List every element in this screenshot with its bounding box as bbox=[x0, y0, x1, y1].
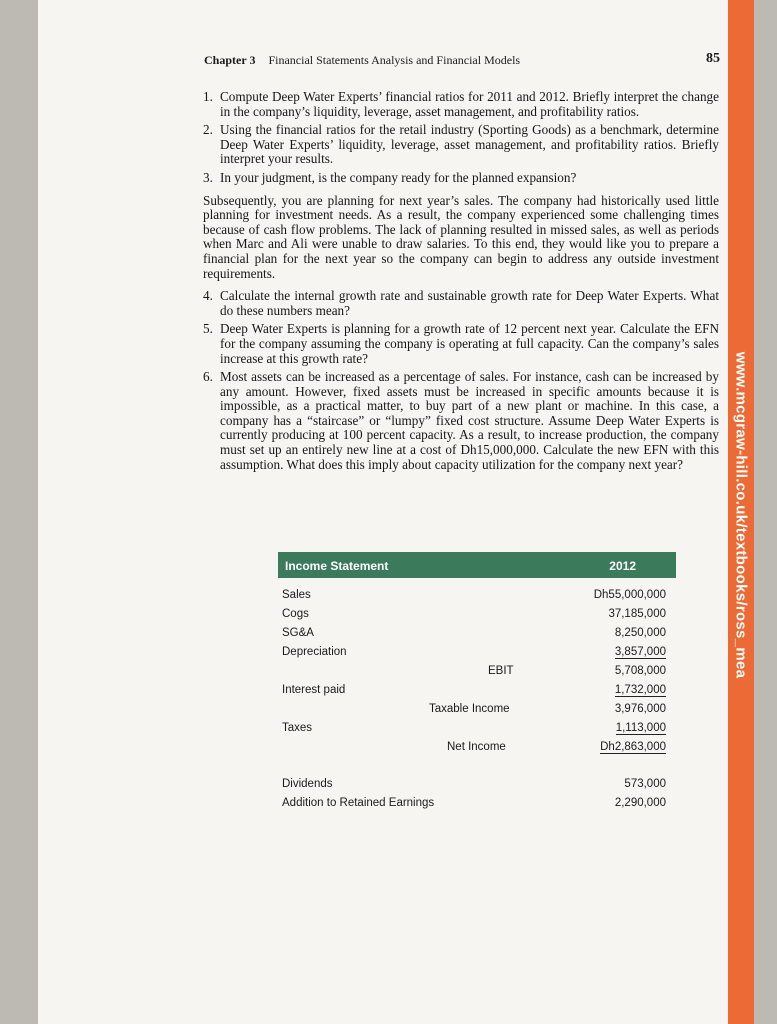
table-row: EBIT 5,708,000 bbox=[488, 665, 666, 677]
question-item: 4. Calculate the internal growth rate and sustainable growth rate for Deep Water Experts. What do these numbers mean? bbox=[203, 288, 719, 318]
question-item: 5. Deep Water Experts is planning for a growth rate of 12 percent next year. Calculate the EFN for the company assuming the company is operating at full capacity. Can the company’s sales increase at this growth rate? bbox=[203, 321, 719, 366]
table-row: Net Income Dh2,863,000 bbox=[447, 741, 666, 753]
table-row: Interest paid 1,732,000 bbox=[282, 684, 666, 696]
table-year: 2012 bbox=[609, 559, 636, 573]
body-paragraph: Subsequently, you are planning for next year’s sales. The company had historically used little planning for investment needs. As a result, the company experienced some challenging times because of cash flow problems. The lack of planning resulted in missed sales, as well as periods when Marc and Ali were unable to draw salaries. To this end, they would like you to prepare a financial plan for the next year so the company can begin to address any outside investment requirements. bbox=[203, 192, 719, 281]
page-header bbox=[204, 53, 720, 68]
table-header bbox=[278, 552, 676, 578]
side-url-text[interactable]: www.mcgraw-hill.co.uk/textbooks/ross_mea bbox=[732, 351, 750, 679]
income-statement-table bbox=[278, 552, 676, 813]
chapter-label: Chapter 3 bbox=[204, 53, 256, 67]
body-text bbox=[203, 90, 719, 476]
table-row: Cogs 37,185,000 bbox=[282, 608, 666, 620]
table-row: Dividends 573,000 bbox=[282, 778, 666, 790]
table-row: SG&A 8,250,000 bbox=[282, 627, 666, 639]
table-title: Income Statement bbox=[285, 559, 389, 573]
question-item: 3. In your judgment, is the company ready for the planned expansion? bbox=[203, 169, 577, 185]
question-item: 2. Using the financial ratios for the retail industry (Sporting Goods) as a benchmark, determine Deep Water Experts’ liquidity, leverage, asset management, and profitability ratios. Briefly interpret your results. bbox=[203, 122, 719, 167]
page-number: 85 bbox=[706, 51, 720, 66]
chapter-title: Financial Statements Analysis and Financial Models bbox=[268, 53, 521, 67]
table-row: Taxable Income 3,976,000 bbox=[429, 703, 666, 715]
question-item: 1. Compute Deep Water Experts’ financial ratios for 2011 and 2012. Briefly interpret the change in the company’s liquidity, leverage, asset management, and profitability ratios. bbox=[203, 89, 719, 119]
table-row: Addition to Retained Earnings 2,290,000 bbox=[282, 797, 666, 809]
table-row: Taxes 1,113,000 bbox=[282, 722, 666, 734]
table-row: Depreciation 3,857,000 bbox=[282, 646, 666, 658]
table-row: Sales Dh55,000,000 bbox=[282, 589, 666, 601]
question-item: 6. Most assets can be increased as a percentage of sales. For instance, cash can be increased by any amount. However, fixed assets must be increased in specific amounts because it is impossible, as a practical matter, to buy part of a new plant or machine. In this case, a company has a “staircase” or “lumpy” fixed cost structure. Assume Deep Water Experts is currently producing at 100 percent capacity. As a result, to increase production, the company must set up an entirely new line at a cost of Dh15,000,000. Calculate the new EFN with this assumption. What does this imply about capacity utilization for the company next year? bbox=[203, 369, 719, 472]
